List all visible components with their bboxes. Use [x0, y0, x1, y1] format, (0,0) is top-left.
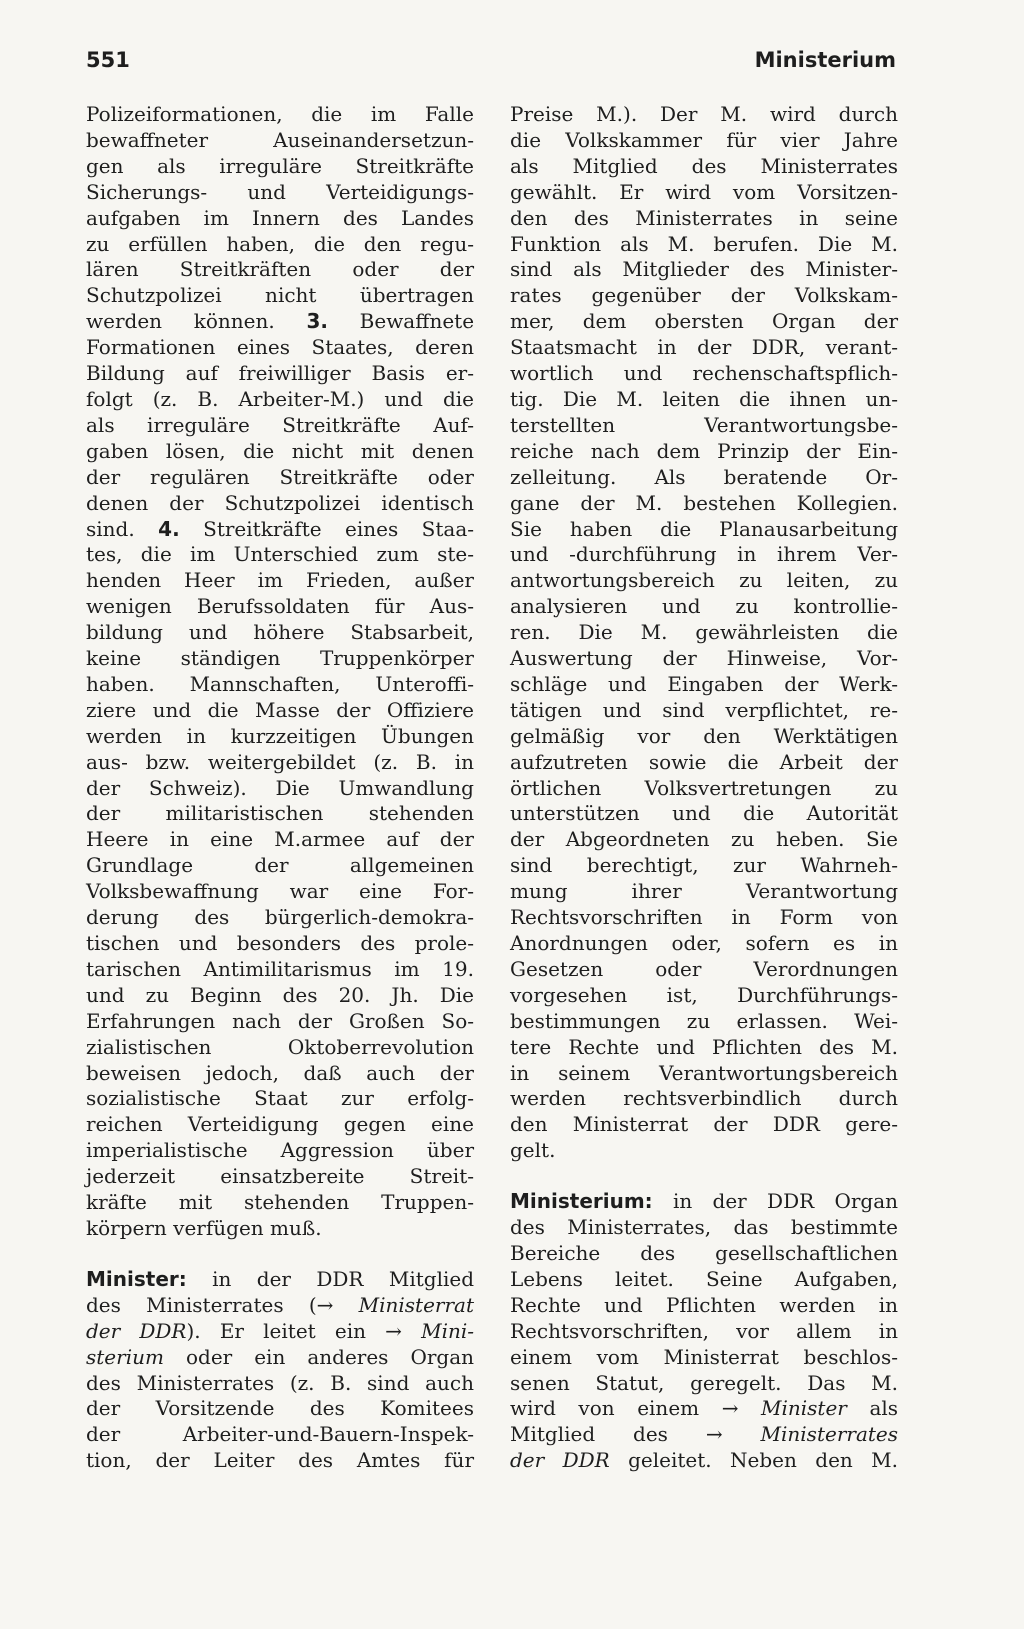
text-line: haben. Mannschaften, Unteroffi- — [86, 671, 474, 696]
text-line: Sicherungs- und Verteidigungs- — [86, 179, 474, 204]
text-fragment: in der DDR Organ — [672, 1189, 899, 1214]
text-line — [86, 309, 474, 335]
text-line — [510, 1422, 898, 1448]
text-line: örtlichen Volksvertretungen zu — [510, 775, 898, 800]
text-line: gelmäßig vor den Werktätigen — [510, 723, 898, 748]
text-line: analysieren und zu kontrollie- — [510, 594, 898, 619]
text-line — [510, 1189, 898, 1215]
text-line: bewaffneter Auseinandersetzun- — [86, 127, 474, 152]
text-line: tätigen und sind verpflichtet, re- — [510, 697, 898, 722]
text-fragment: Streitkräfte eines Staa- — [203, 516, 475, 541]
text-line: und -durchführung in ihrem Ver- — [510, 542, 898, 567]
text-fragment: als — [869, 1396, 899, 1421]
text-line: gane der M. bestehen Kollegien. — [510, 490, 898, 515]
text-line: Heere in eine M.armee auf der — [86, 827, 474, 852]
text-line: die Volkskammer für vier Jahre — [510, 127, 898, 152]
text-line: in seinem Verantwortungsbereich — [510, 1060, 898, 1085]
text-line: antwortungsbereich zu leiten, zu — [510, 568, 898, 593]
text-line: bildung und höhere Stabsarbeit, — [86, 620, 474, 645]
running-head: Ministerium — [754, 48, 896, 72]
arrow-icon: → — [721, 1396, 739, 1421]
text-line: aufgaben im Innern des Landes — [86, 205, 474, 230]
text-line: sind berechtigt, zur Wahrneh- — [510, 853, 898, 878]
text-line — [86, 1293, 474, 1319]
cross-reference: sterium — [86, 1344, 164, 1369]
text-line: reichen Verteidigung gegen eine — [86, 1112, 474, 1137]
text-line: schläge und Eingaben der Werk- — [510, 671, 898, 696]
text-line: Gesetzen oder Verordnungen — [510, 956, 898, 981]
text-line: mer, dem obersten Organ der — [510, 309, 898, 334]
cross-reference: Minister — [761, 1396, 847, 1421]
paragraph-gap — [510, 1164, 898, 1189]
text-line: terstellten Verantwortungsbe- — [510, 412, 898, 437]
arrow-icon: → — [385, 1318, 402, 1343]
text-line: Grundlage der allgemeinen — [86, 853, 474, 878]
text-line: den des Ministerrates in seine — [510, 205, 898, 230]
text-line: tarischen Antimilitarismus im 19. — [86, 956, 474, 981]
list-number: 4. — [158, 516, 180, 541]
text-line: Sie haben die Planausarbeitung — [510, 516, 898, 541]
text-line: kräfte mit stehenden Truppen- — [86, 1190, 474, 1215]
text-line: tion, der Leiter des Amtes für — [86, 1448, 474, 1473]
text-line: wortlich und rechenschaftspflich- — [510, 361, 898, 386]
right-column — [510, 102, 898, 1474]
text-line: einem vom Ministerrat beschlos- — [510, 1344, 898, 1369]
text-line: folgt (z. B. Arbeiter-M.) und die — [86, 386, 474, 411]
text-line: als irreguläre Streitkräfte Auf- — [86, 412, 474, 437]
text-line: sozialistische Staat zur erfolg- — [86, 1086, 474, 1111]
text-line: senen Statut, geregelt. Das M. — [510, 1370, 898, 1395]
text-line — [86, 517, 474, 543]
text-fragment: geleitet. Neben den M. — [628, 1448, 899, 1473]
text-fragment: werden können. — [86, 309, 275, 334]
text-line: tischen und besonders des prole- — [86, 931, 474, 955]
text-line: wenigen Berufssoldaten für Aus- — [86, 594, 474, 619]
left-column — [86, 102, 474, 1474]
text-line: Staatsmacht in der DDR, verant- — [510, 335, 898, 360]
text-fragment: wird von einem — [510, 1396, 700, 1421]
text-line: vorgesehen ist, Durchführungs- — [510, 982, 898, 1007]
text-line — [86, 1319, 474, 1345]
text-line: des Ministerrates (z. B. sind auch — [86, 1370, 474, 1395]
text-fragment: Bewaffnete — [359, 309, 475, 334]
text-line: Erfahrungen nach der Großen So- — [86, 1008, 474, 1033]
text-line: Rechte und Pflichten werden in — [510, 1292, 898, 1317]
text-line: beweisen jedoch, daß auch der — [86, 1060, 474, 1085]
cross-reference: Ministerrates — [760, 1422, 899, 1447]
text-line: zu erfüllen haben, die den regu- — [86, 231, 474, 256]
text-line: gaben lösen, die nicht mit denen — [86, 438, 474, 463]
text-fragment: des Ministerrates ( — [86, 1292, 317, 1317]
text-line: als Mitglied des Ministerrates — [510, 153, 898, 178]
text-line: Funktion als M. berufen. Die M. — [510, 231, 898, 256]
text-line: Preise M.). Der M. wird durch — [510, 102, 898, 126]
text-line: reiche nach dem Prinzip der Ein- — [510, 438, 898, 463]
text-line: zialistischen Oktoberrevolution — [86, 1034, 474, 1059]
cross-reference: der DDR — [510, 1448, 610, 1473]
text-line: gewählt. Er wird vom Vorsitzen- — [510, 179, 898, 204]
text-line: Volksbewaffnung war eine For- — [86, 879, 474, 904]
text-line: des Ministerrates, das bestimmte — [510, 1215, 898, 1240]
text-line — [510, 1448, 898, 1474]
text-line: werden rechtsverbindlich durch — [510, 1086, 898, 1111]
text-line: aus- bzw. weitergebildet (z. B. in — [86, 749, 474, 774]
text-line: Lebens leitet. Seine Aufgaben, — [510, 1266, 898, 1291]
text-line: henden Heer im Frieden, außer — [86, 568, 474, 593]
text-line: keine ständigen Truppenkörper — [86, 646, 474, 671]
text-line: rates gegenüber der Volkskam- — [510, 283, 898, 308]
cross-reference: der DDR — [86, 1318, 187, 1343]
text-line: bestimmungen zu erlassen. Wei- — [510, 1008, 898, 1033]
text-line: denen der Schutzpolizei identisch — [86, 490, 474, 515]
text-line: lären Streitkräften oder der — [86, 257, 474, 282]
text-line — [86, 1345, 474, 1371]
text-line: jederzeit einsatzbereite Streit- — [86, 1164, 474, 1189]
text-line: Schutzpolizei nicht übertragen — [86, 283, 474, 308]
text-line: der Schweiz). Die Umwandlung — [86, 775, 474, 800]
text-line: tig. Die M. leiten die ihnen un- — [510, 386, 898, 411]
text-line: mung ihrer Verantwortung — [510, 879, 898, 904]
text-line: Rechtsvorschriften, vor allem in — [510, 1318, 898, 1343]
text-line: tes, die im Unterschied zum ste- — [86, 542, 474, 567]
text-line: der Arbeiter-und-Bauern-Inspek- — [86, 1422, 474, 1447]
text-line: zelleitung. Als beratende Or- — [510, 464, 898, 489]
text-line: unterstützen und die Autorität — [510, 801, 898, 826]
text-line: Rechtsvorschriften in Form von — [510, 905, 898, 930]
text-line: Polizeiformationen, die im Falle — [86, 102, 474, 126]
text-line: gelt. — [510, 1138, 556, 1163]
text-line: imperialistische Aggression über — [86, 1138, 474, 1163]
text-line: den Ministerrat der DDR gere- — [510, 1112, 898, 1137]
text-line: sind als Mitglieder des Minister- — [510, 257, 898, 282]
arrow-icon: → — [316, 1292, 334, 1317]
cross-reference: Mini- — [421, 1318, 475, 1343]
text-line: Auswertung der Hinweise, Vor- — [510, 646, 898, 671]
text-fragment: sind. — [86, 516, 135, 541]
text-line: Formationen eines Staates, deren — [86, 335, 474, 360]
text-line: Anordnungen oder, sofern es in — [510, 931, 898, 955]
text-line: der Abgeordneten zu heben. Sie — [510, 827, 898, 852]
text-line: ziere und die Masse der Offiziere — [86, 697, 474, 722]
text-fragment: Mitglied des — [510, 1422, 668, 1447]
text-line: ren. Die M. gewährleisten die — [510, 620, 898, 645]
text-line: körpern verfügen muß. — [86, 1215, 322, 1240]
text-line: aufzutreten sowie die Arbeit der — [510, 749, 898, 774]
text-line: Bildung auf freiwilliger Basis er- — [86, 361, 474, 386]
text-line: tere Rechte und Pflichten des M. — [510, 1034, 898, 1059]
text-fragment: oder ein anderes Organ — [185, 1344, 475, 1369]
text-fragment: in der DDR Mitglied — [212, 1266, 474, 1291]
page-number: 551 — [86, 48, 130, 72]
text-line: der regulären Streitkräfte oder — [86, 464, 474, 489]
list-number: 3. — [306, 309, 328, 334]
text-line: der Vorsitzende des Komitees — [86, 1396, 474, 1421]
entry-headword: Minister: — [86, 1266, 187, 1291]
text-line: Bereiche des gesellschaftlichen — [510, 1240, 898, 1265]
text-line: werden in kurzzeitigen Übungen — [86, 723, 474, 748]
arrow-icon: → — [705, 1422, 723, 1447]
text-line — [86, 1267, 474, 1293]
text-line: derung des bürgerlich-demokra- — [86, 905, 474, 930]
text-line: der militaristischen stehenden — [86, 801, 474, 826]
text-line — [510, 1396, 898, 1422]
cross-reference: Ministerrat — [358, 1292, 475, 1317]
text-line: gen als irreguläre Streitkräfte — [86, 153, 474, 178]
text-fragment: ). Er leitet ein — [186, 1318, 366, 1343]
paragraph-gap — [86, 1242, 474, 1267]
entry-headword: Ministerium: — [510, 1189, 653, 1214]
text-line: und zu Beginn des 20. Jh. Die — [86, 982, 474, 1007]
